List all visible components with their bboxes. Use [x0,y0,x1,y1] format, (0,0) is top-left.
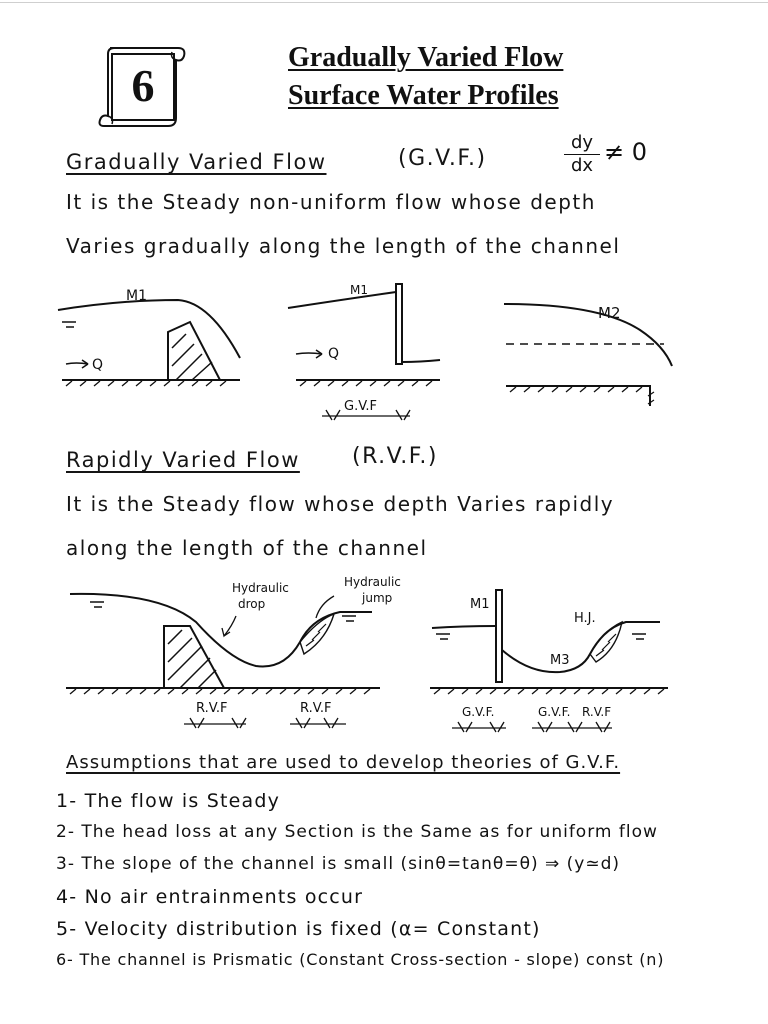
assumption-item: 6- The channel is Prismatic (Constant Cross-section - slope) const (n) [56,950,665,969]
fraction-denominator: dx [570,155,594,176]
fig2-discharge-label: Q [328,346,340,362]
rvf-abbreviation: (R.V.F.) [352,444,438,469]
assumption-item: 1- The flow is Steady [56,790,281,812]
fraction-numerator: dy [570,132,594,153]
fig2-gvf-span-label: G.V.F [344,399,378,414]
gvf-abbreviation: (G.V.F.) [398,146,487,171]
rvf-diagrams [0,570,768,740]
page-top-rule [0,2,768,3]
rvf-heading: Rapidly Varied Flow [66,448,300,472]
gvf-span-label-3: G.V.F. [462,705,495,719]
gvf-span-label-4: G.V.F. [538,705,571,719]
gvf-definition-line-2: Varies gradually along the length of the channel [66,234,621,258]
rvf-span-label-5: R.V.F [582,705,612,719]
hydraulic-drop-label-1: Hydraulic [232,581,289,595]
rvf-span-label-2: R.V.F [300,701,332,716]
fig2-profile-label: M1 [350,283,368,297]
hydraulic-jump-label-2: jump [362,591,393,605]
assumption-item: 5- Velocity distribution is fixed (α= Constant) [56,918,541,940]
gvf-heading: Gradually Varied Flow [66,150,327,174]
assumption-item: 3- The slope of the channel is small (sinθ=tanθ=θ) ⇒ (y≃d) [56,854,621,874]
gvf-diagrams [0,270,768,430]
fig-b-m3-label: M3 [550,653,570,668]
rvf-definition-line-1: It is the Steady flow whose depth Varies rapidly [66,492,615,516]
gvf-definition-line-1: It is the Steady non-uniform flow whose depth [66,190,596,214]
fig1-discharge-label: Q [92,357,104,373]
assumptions-heading: Assumptions that are used to develop theories of G.V.F. [66,752,621,773]
fig1-profile-label: M1 [126,288,147,304]
assumption-item: 4- No air entrainments occur [56,886,364,908]
gvf-diagram-free-overfall [504,304,672,406]
rvf-definition-line-2: along the length of the channel [66,536,428,560]
page-title-line-1: Gradually Varied Flow [288,42,564,73]
chapter-number: 6 [131,60,155,111]
rvf-span-label-1: R.V.F [196,701,228,716]
dy-dx-fraction [562,134,602,175]
page-title-line-2: Surface Water Profiles [288,80,559,111]
not-equal-zero: ≠ 0 [604,138,648,166]
gvf-diagram-weir [58,300,240,386]
hydraulic-jump-label-1: Hydraulic [344,575,401,589]
fig-b-hj-label: H.J. [574,611,596,626]
fig3-profile-label: M2 [598,304,621,322]
hydraulic-drop-label-2: drop [238,597,266,611]
fig-b-m1-label: M1 [470,597,490,612]
assumption-item: 2- The head loss at any Section is the Same as for uniform flow [56,822,658,842]
